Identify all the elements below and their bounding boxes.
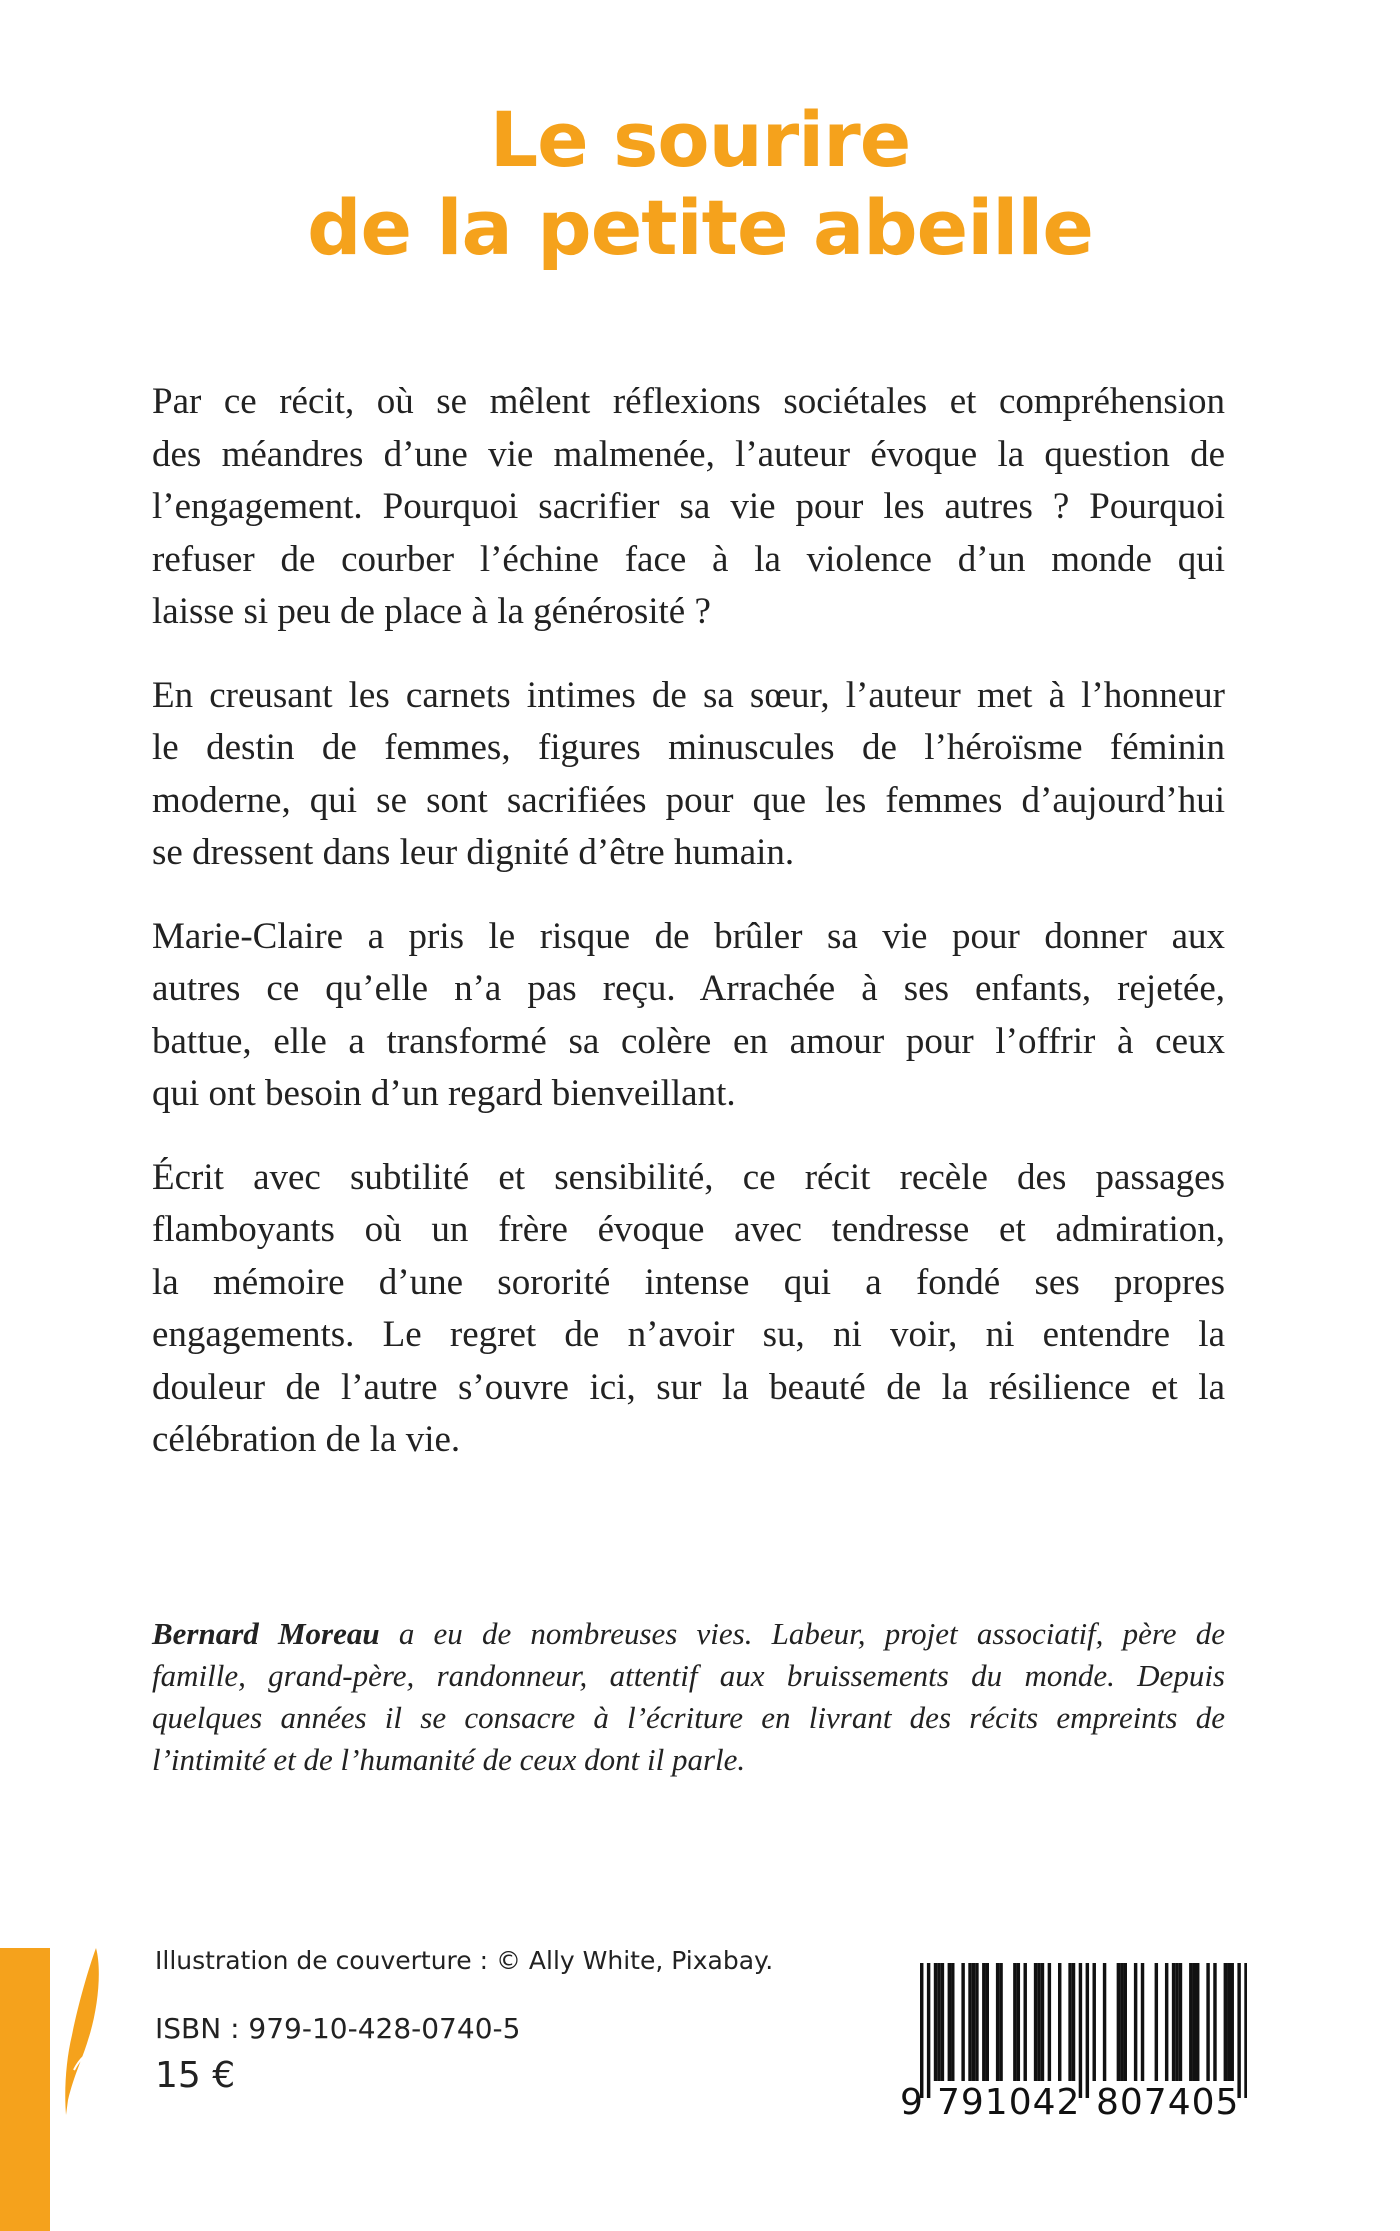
author-bio	[152, 1613, 1225, 1781]
paragraph-line: Marie-Claire a pris le risque de brûler sa vie pour donner aux	[152, 915, 1225, 957]
barcode-bar	[1013, 1963, 1016, 2081]
barcode-digits-left: 791042	[937, 2082, 1081, 2123]
barcode-bar	[1189, 1963, 1192, 2081]
paragraph-line: le destin de femmes, figures minuscules de l’héroïsme féminin	[152, 727, 1225, 768]
barcode-bar	[937, 1963, 940, 2081]
bio-line: famille, grand-père, randonneur, attentif aux bruissements du monde. Depuis	[152, 1658, 1225, 1693]
paragraph-line: moderne, qui se sont sacrifiées pour que les femmes d’aujourd’hui	[152, 779, 1225, 821]
cover-credit: Illustration de couverture : © Ally White, Pixabay.	[155, 1946, 774, 1975]
paragraph-line: se dressent dans leur dignité d’être humain.	[152, 832, 795, 873]
barcode-bar	[961, 1963, 964, 2081]
barcode-bar	[1048, 1963, 1051, 2081]
barcode-bar	[1231, 1963, 1234, 2081]
paragraph-line: des méandres d’une vie malmenée, l’auteur évoque la question de	[152, 433, 1225, 475]
barcode-bar	[1079, 1963, 1082, 2098]
barcode-digits-right: 807405	[1096, 2082, 1240, 2123]
barcode-bar	[1134, 1963, 1137, 2081]
paragraph-line: Écrit avec subtilité et sensibilité, ce récit recèle des passages	[152, 1156, 1225, 1198]
barcode-bar	[1224, 1963, 1227, 2081]
barcode-bar	[972, 1963, 975, 2081]
title-line-1: Le sourire	[489, 95, 911, 184]
barcode-bar	[1213, 1963, 1216, 2081]
barcode-bar	[1237, 1963, 1240, 2098]
barcode-bar	[1103, 1963, 1106, 2081]
publisher-strip	[0, 1948, 50, 2231]
barcode-bar	[1037, 1963, 1040, 2081]
barcode-bar	[1196, 1963, 1199, 2081]
barcode-bar	[1179, 1963, 1182, 2081]
barcode-bar	[1155, 1963, 1158, 2081]
feather-logo-icon	[58, 1940, 108, 2120]
barcode-bar	[1175, 1963, 1178, 2081]
paragraph-line: la mémoire d’une sororité intense qui a fondé ses propres	[152, 1261, 1225, 1303]
book-title	[0, 96, 1400, 272]
barcode-bar	[1093, 1963, 1096, 2081]
barcode-bar	[1068, 1963, 1071, 2081]
paragraph	[152, 1152, 1225, 1467]
barcode-bar	[934, 1963, 937, 2081]
barcode-bar	[920, 1963, 923, 2098]
barcode-bar	[1017, 1963, 1020, 2081]
barcode-bar	[996, 1963, 999, 2081]
barcode-bar	[1024, 1963, 1027, 2081]
barcode-bar	[1120, 1963, 1123, 2081]
author-name: Bernard Moreau	[152, 1616, 380, 1651]
paragraph-line: laisse si peu de place à la générosité ?	[152, 591, 711, 632]
barcode-bar	[968, 1963, 971, 2081]
barcode-bar	[982, 1963, 985, 2081]
barcode-bar	[1227, 1963, 1230, 2081]
paragraph	[152, 670, 1225, 880]
barcode-bar	[1193, 1963, 1196, 2081]
synopsis	[152, 376, 1225, 1498]
paragraph-line: l’engagement. Pourquoi sacrifier sa vie pour les autres ? Pourquoi	[152, 486, 1225, 527]
barcode-bar	[1244, 1963, 1247, 2098]
paragraph-line: qui ont besoin d’un regard bienveillant.	[152, 1073, 736, 1114]
barcode-bar	[1124, 1963, 1127, 2081]
bio-line	[152, 1613, 1225, 1655]
paragraph-line: En creusant les carnets intimes de sa sœur, l’auteur met à l’honneur	[152, 674, 1225, 716]
isbn: ISBN : 979-10-428-0740-5	[155, 2012, 521, 2045]
barcode-bar	[1141, 1963, 1144, 2081]
bio-line: l’intimité et de l’humanité de ceux dont il parle.	[152, 1742, 746, 1777]
barcode-digit-first: 9	[900, 2082, 924, 2123]
bio-line: quelques années il se consacre à l’écriture en livrant des récits empreints de	[152, 1700, 1225, 1735]
paragraph-line: Par ce récit, où se mêlent réflexions sociétales et compréhension	[152, 381, 1225, 422]
barcode-bar	[975, 1963, 978, 2081]
barcode-bar	[986, 1963, 989, 2081]
barcode-bar	[1117, 1963, 1120, 2081]
paragraph-line: flamboyants où un frère évoque avec tendresse et admiration,	[152, 1209, 1225, 1250]
paragraph-line: refuser de courber l’échine face à la violence d’un monde qui	[152, 538, 1225, 580]
barcode-bar	[1172, 1963, 1175, 2081]
paragraph-line: autres ce qu’elle n’a pas reçu. Arrachée à ses enfants, rejetée,	[152, 968, 1225, 1009]
bio-text: a eu de nombreuses vies. Labeur, projet associatif, père de	[379, 1616, 1225, 1651]
barcode-bar	[1165, 1963, 1168, 2081]
paragraph	[152, 376, 1225, 639]
paragraph-line: battue, elle a transformé sa colère en amour pour l’offrir à ceux	[152, 1020, 1225, 1062]
paragraph-line: engagements. Le regret de n’avoir su, ni voir, ni entendre la	[152, 1314, 1225, 1355]
barcode-bar	[948, 1963, 951, 2081]
barcode-bar	[941, 1963, 944, 2081]
barcode-bar	[1072, 1963, 1075, 2081]
paragraph-line: célébration de la vie.	[152, 1419, 461, 1460]
paragraph-line: douleur de l’autre s’ouvre ici, sur la beauté de la résilience et la	[152, 1366, 1225, 1408]
paragraph	[152, 911, 1225, 1121]
barcode-bar	[927, 1963, 930, 2098]
barcode-bar	[951, 1963, 954, 2081]
title-line-2: de la petite abeille	[307, 183, 1093, 272]
barcode-bar	[1041, 1963, 1044, 2081]
price: 15 €	[155, 2055, 236, 2096]
barcode-bar	[1034, 1963, 1037, 2081]
barcode-bar	[1086, 1963, 1089, 2098]
barcode-bar	[1058, 1963, 1061, 2081]
barcode-bar	[999, 1963, 1002, 2081]
barcode-bar	[1206, 1963, 1209, 2081]
